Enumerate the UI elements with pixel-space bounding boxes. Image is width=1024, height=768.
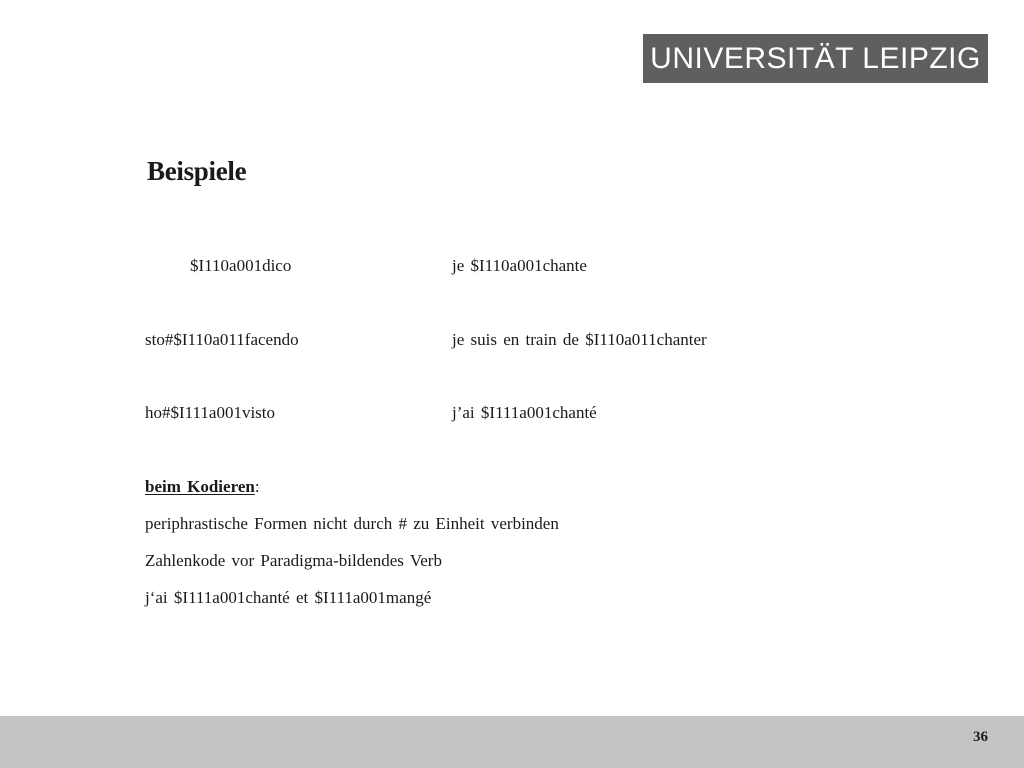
notes-heading: beim Kodieren: [145, 477, 255, 496]
example-3-italian: ho#$I111a001visto: [145, 403, 276, 422]
notes-line-3: j‘ai $I111a001chanté et $I111a001mangé: [145, 588, 432, 607]
university-logo: [643, 34, 988, 83]
footer-bar: [0, 716, 1024, 768]
example-2-italian: sto#$I110a011facendo: [145, 330, 299, 349]
notes-heading-colon: :: [254, 477, 260, 496]
notes-heading-line: [145, 477, 260, 497]
page-number: 36: [973, 729, 988, 745]
example-1-french: je $I110a001chante: [452, 256, 587, 275]
notes-line-2: Zahlenkode vor Paradigma-bildendes Verb: [145, 551, 442, 570]
notes-line-1: periphrastische Formen nicht durch # zu Einheit verbinden: [145, 514, 559, 533]
example-2-french: je suis en train de $I110a011chanter: [452, 330, 707, 349]
example-3-french: j’ai $I111a001chanté: [452, 403, 597, 422]
slide-title: Beispiele: [147, 156, 247, 186]
example-1-italian: $I110a001dico: [190, 256, 292, 275]
logo-text: UNIVERSITÄT LEIPZIG: [650, 41, 981, 75]
